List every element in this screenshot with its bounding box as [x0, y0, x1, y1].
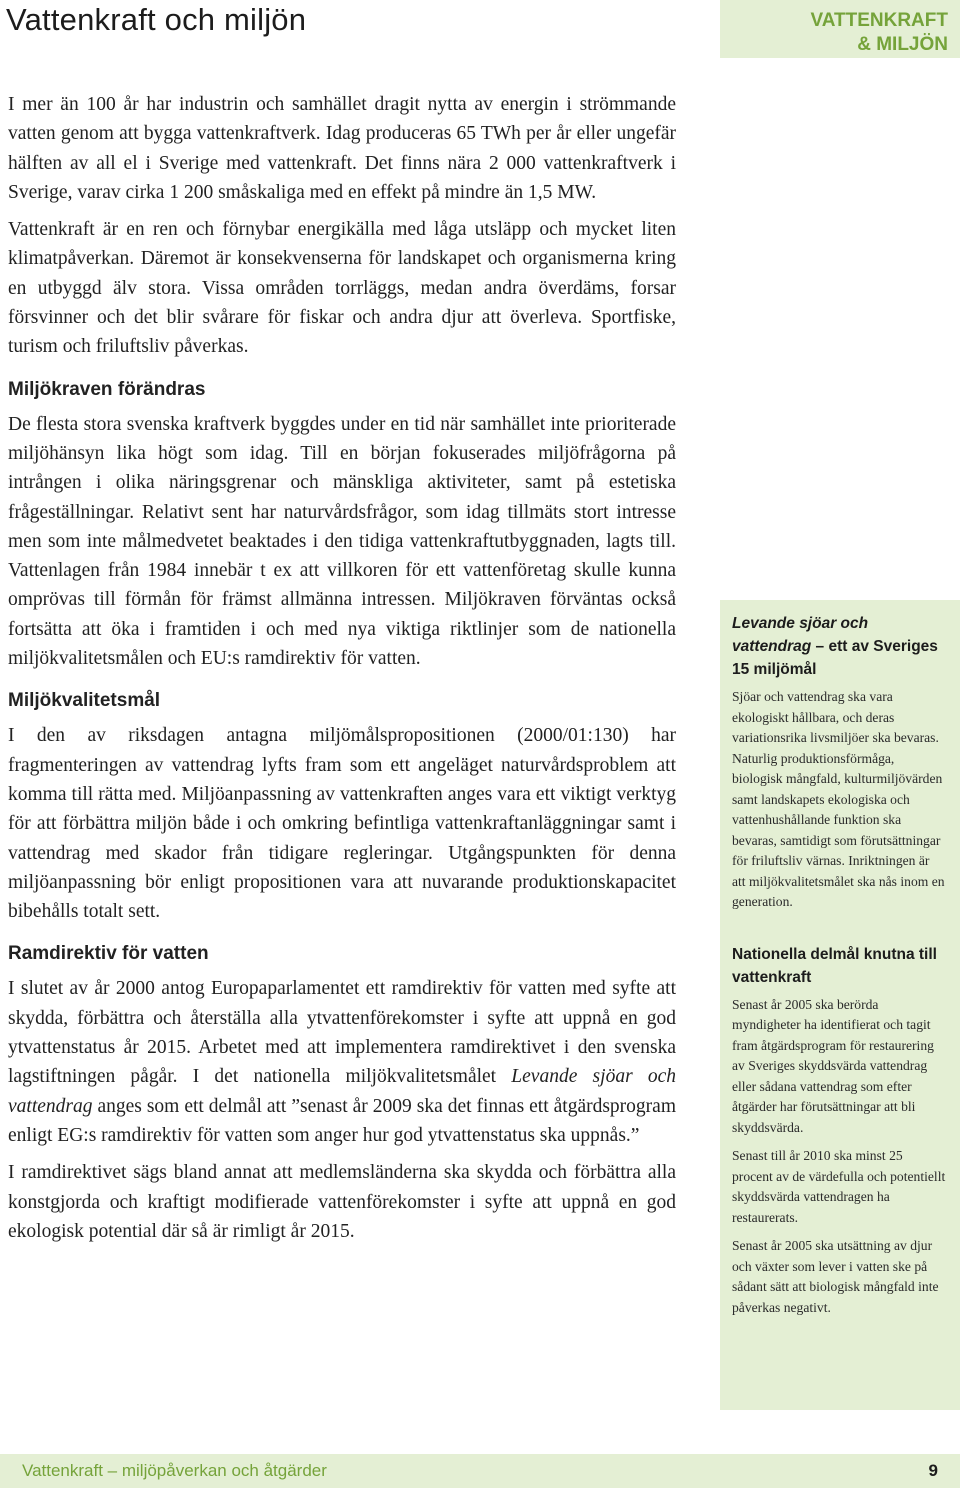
section-text-ramdirektiv-1 [8, 974, 676, 1150]
footer-title: Vattenkraft – miljöpåverkan och åtgärder [22, 1461, 327, 1480]
ramdirektiv-italic-goal: Levande sjöar och vattendrag [8, 1066, 677, 1117]
sidebar-delmal-paragraph: Senast till år 2010 ska minst 25 procent av de värdefulla och potentiellt skyddsvärda vattendragen ha restaurerats. [732, 1148, 946, 1225]
sidebar-heading-miljomal [732, 612, 946, 681]
section-text-miljokraven: De flesta stora svenska kraftverk byggdes under en tid när samhället inte prioriterade miljöhänsyn lika högt som idag. Till en början fokuserades miljöfrågorna på intrången i olika näringsgrenar och mänskliga aktiviteter, samt på estetiska frågeställningar. Relativt sent har naturvårdsfrågor, som idag tillmäts stort intresse men som inte målmedvetet beaktades i den tidiga vattenkraftutbyggnaden, lagts till. Vattenlagen från 1984 innebär t ex att villkoren för ett vattenföretag skulle kunna omprövas till förmån för främst allmänna intressen. Miljökraven förväntas också fortsätta att öka i framtiden i och med nya viktiga riktlinjer som de nationella miljökvalitetsmålen och EU:s ramdirektiv för vatten. [8, 413, 676, 670]
sidebar-heading-rest: – ett av Sveriges 15 miljömål [732, 638, 938, 678]
section-heading-miljokraven: Miljökraven förändras [8, 378, 206, 400]
section-heading-ramdirektiv: Ramdirektiv för vatten [8, 943, 209, 965]
intro-paragraph-2: Vattenkraft är en ren och förnybar energikälla med låga utsläpp och mycket liten klimatpåverkan. Däremot är konsekvenserna för landskapet och organismerna kring en utbyggd älv stora. Vissa områden torrläggs, medan andra överdäms, forsar försvinner och det blir svårare för fiskar och andra djur att överleva. Sportfiske, turism och friluftsliv påverkas. [8, 219, 676, 358]
sidebar-text-miljomal: Sjöar och vattendrag ska vara ekologiskt hållbara, och deras variationsrika livsmiljöer ska bevaras. Naturlig produktionsförmåga, biologisk mångfald, kulturmiljövärden samt landskapets ekologiska och vattenhushållande funktion ska bevaras, samtidigt som förutsättningar för friluftsliv värnas. Inriktningen är att miljökvalitetsmålet ska nås inom en generation. [732, 689, 945, 909]
section-tag [720, 0, 960, 58]
ramdirektiv-text-after: anges som ett delmål att ”senast år 2009 ska det finnas ett åtgärdsprogram enligt EG:s ramdirektiv för vatten som anger hur god ytvattenstatus ska uppnås.” [8, 1095, 676, 1146]
section-text-miljokvalitetsmal: I den av riksdagen antagna miljömålspropositionen (2000/01:130) har fragmenteringen av vattendrag lyfts fram som ett angeläget naturvårdsproblem att komma till rätta med. Miljöanpassning av vattenkraften anges vara ett viktigt verktyg för att förbättra miljön både i och omkring befintliga vattenkraftanläggningar samt i vattendrag med skador från tidigare regleringar. Utgångspunkten för denna miljöanpassning bör enligt propositionen vara att nuvarande produktionskapacitet bibehålls totalt sett. [8, 725, 676, 923]
sidebar-box [720, 600, 960, 1410]
sidebar-heading-delmal: Nationella delmål knutna till vattenkraft [732, 945, 937, 986]
section-text-ramdirektiv-2: I ramdirektivet sägs bland annat att medlemsländerna ska skydda och förbättra alla konstgjorda och kraftigt modifierade vattenförekomster i syfte att uppnå en god ekologisk potential där så är rimligt år 2015. [8, 1162, 676, 1242]
section-tag-line2: & MILJÖN [857, 34, 948, 55]
sidebar-heading-italic: Levande sjöar och vattendrag [732, 615, 869, 655]
page-footer [0, 1454, 960, 1488]
section-heading-miljokvalitetsmal: Miljökvalitetsmål [8, 690, 161, 712]
main-column [8, 90, 676, 1254]
page-title: Vattenkraft och miljön [6, 2, 307, 37]
ramdirektiv-text-before: I slutet av år 2000 antog Europaparlamentet ett ramdirektiv för vatten med syfte att skydda, förbättra och återställa alla ytvattenförekomster i syfte att uppnå en god ytvattenstatus år 2015. Arbetet med att implementera ramdirektivet i den svenska lagstiftningen pågår. I det nationella miljökvalitetsmålet [8, 978, 676, 1088]
intro-paragraph-1: I mer än 100 år har industrin och samhället dragit nytta av energin i strömmande vatten genom att bygga vattenkraftverk. Idag produceras 65 TWh per år eller ungefär hälften av all el i Sverige med vattenkraft. Det finns nära 2 000 vattenkraftverk i Sverige, varav cirka 1 200 småskaliga med en effekt på mindre än 1,5 MW. [8, 94, 676, 203]
sidebar-delmal-paragraph: Senast år 2005 ska utsättning av djur och växter som lever i vatten ske på sådant sätt att biologisk mångfald inte påverkas negativt. [732, 1238, 939, 1315]
page-number: 9 [928, 1461, 938, 1480]
sidebar-delmal-paragraph: Senast år 2005 ska berörda myndigheter ha identifierat och tagit fram åtgärdsprogram för restaurering av Sveriges skyddsvärda vattendrag eller sådana vattendrag som efter åtgärder har förutsättningar att bli skyddsvärda. [732, 996, 934, 1135]
section-tag-line1: VATTENKRAFT [810, 10, 948, 31]
